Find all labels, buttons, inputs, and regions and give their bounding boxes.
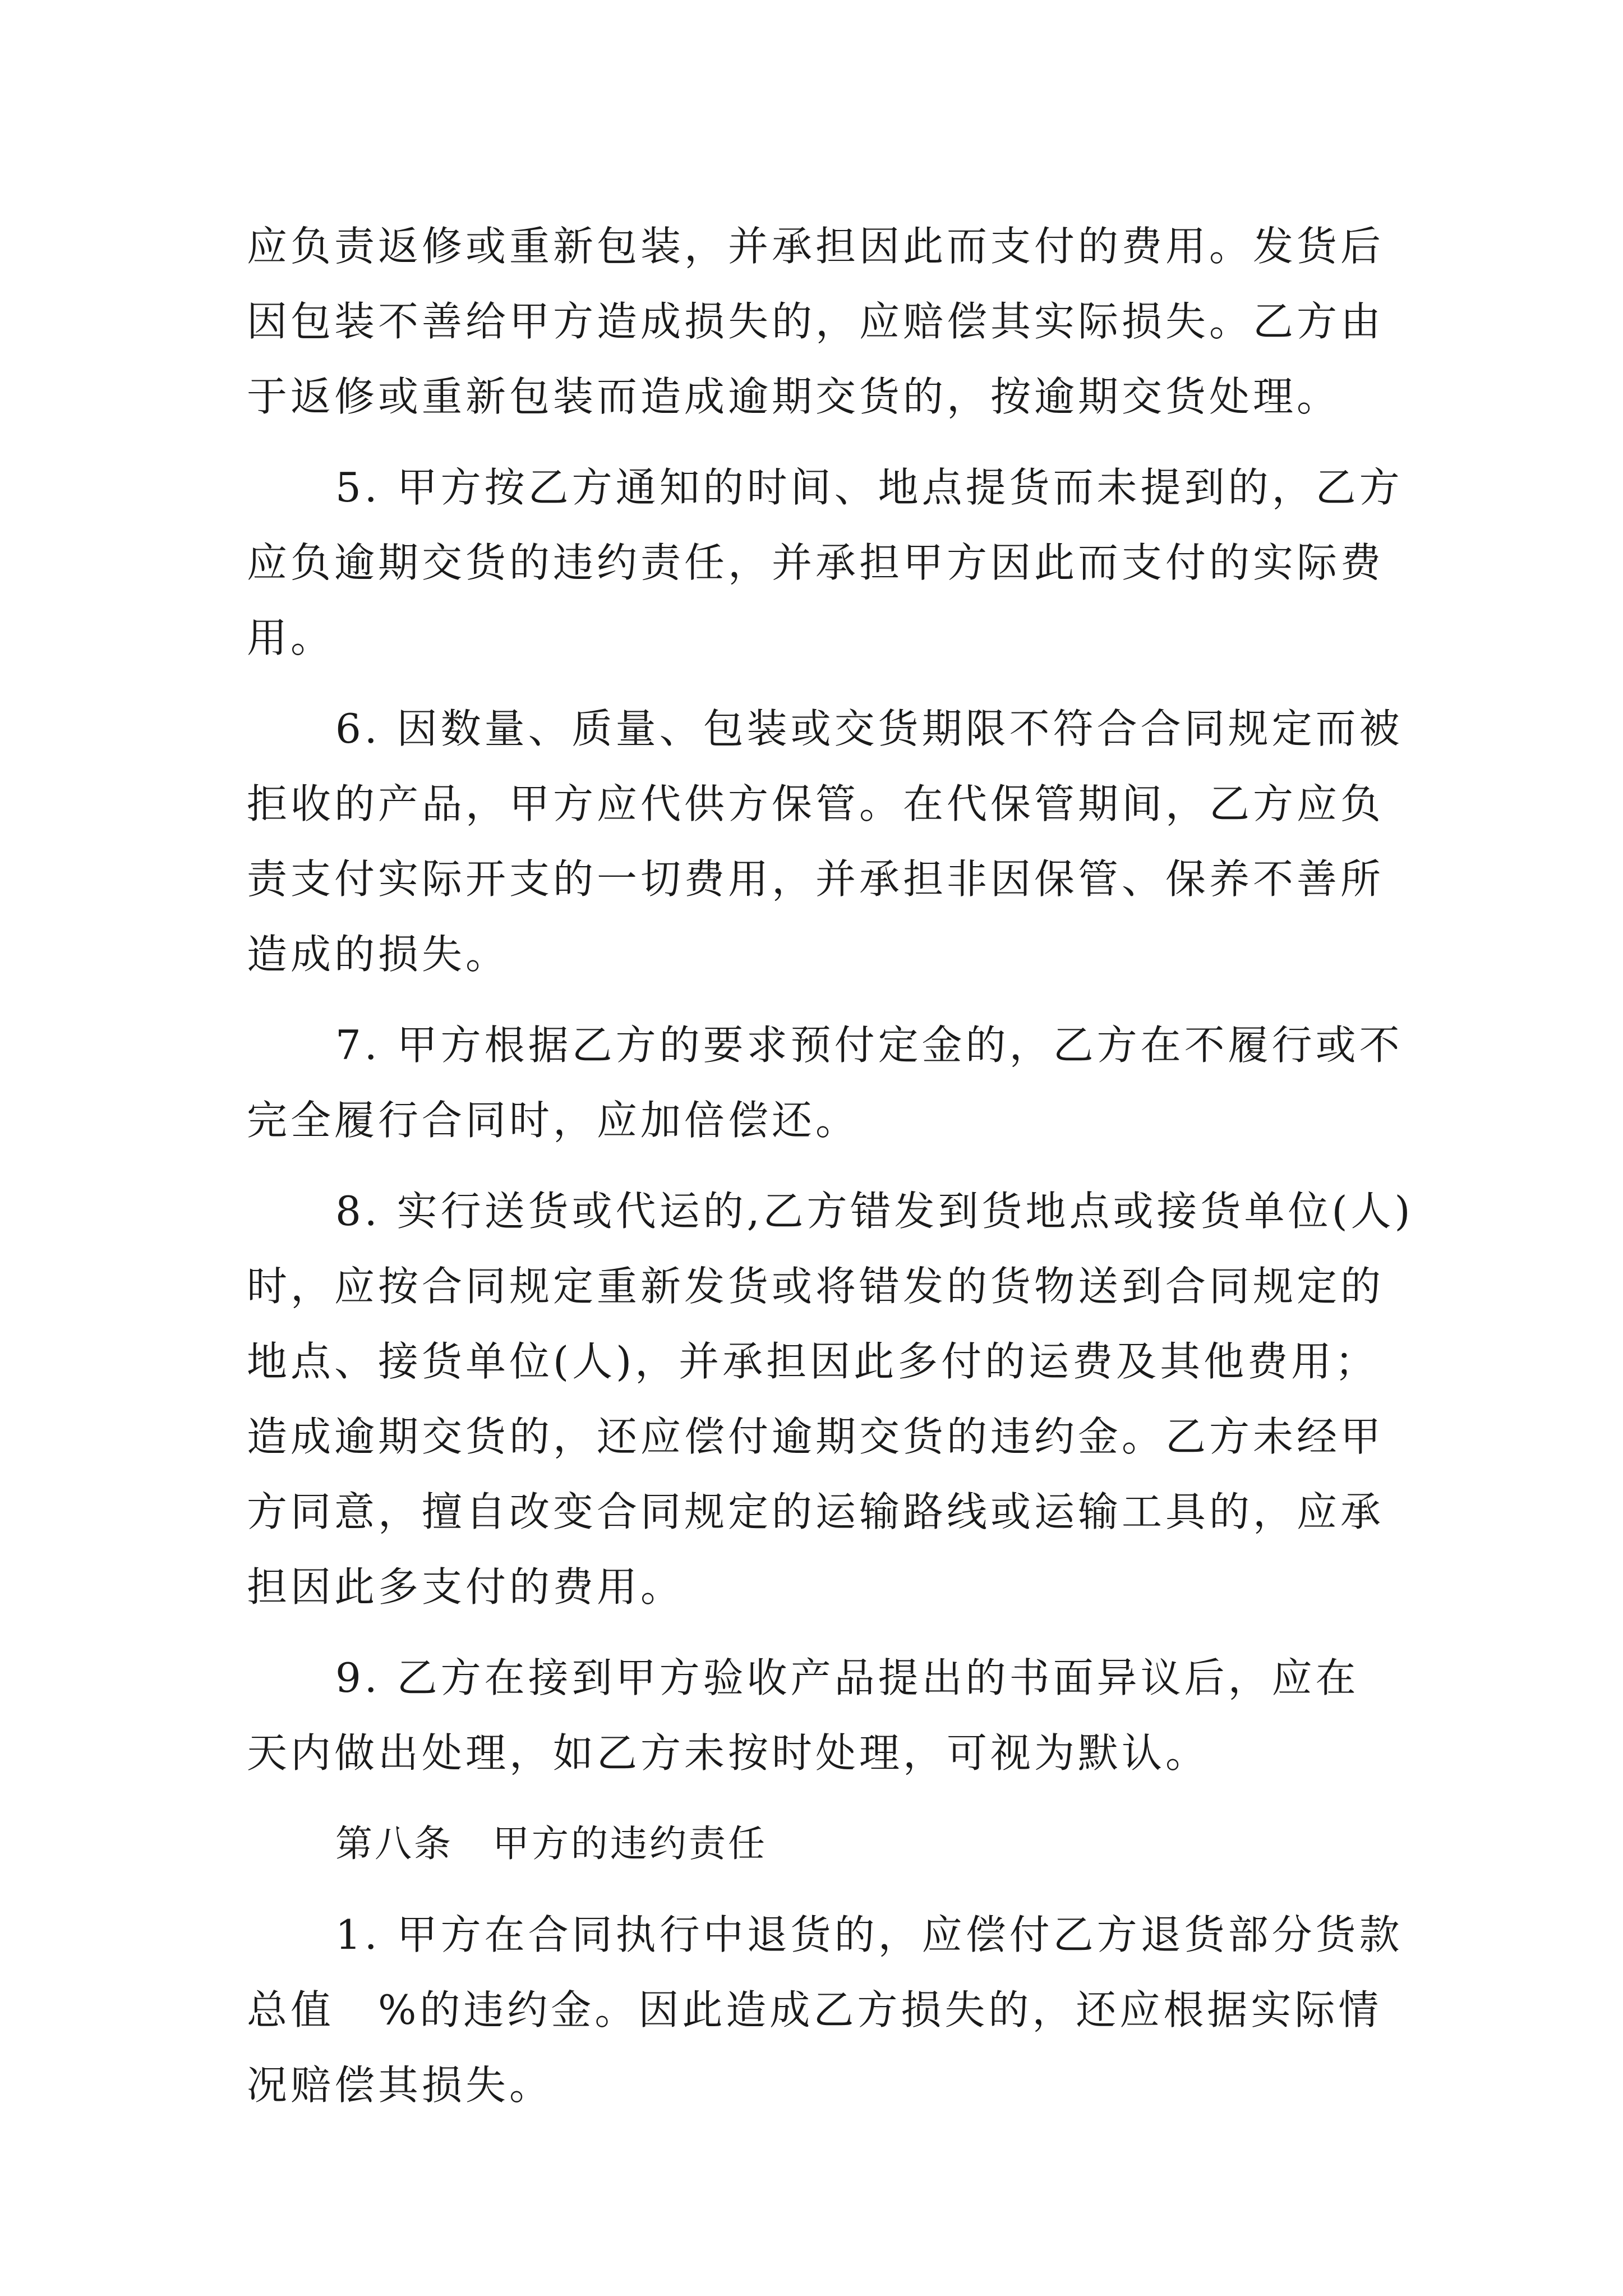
text-line: 1. 甲方在合同执行中退货的，应偿付乙方退货部分货款	[335, 1911, 1403, 1958]
paragraph-gap	[247, 1625, 1391, 1640]
paragraph	[247, 1897, 1403, 2123]
text-line: 时，应按合同规定重新发货或将错发的货物送到合同规定的	[247, 1263, 1385, 1310]
paragraph-gap	[247, 992, 1391, 1007]
text-line: 完全履行合同时，应加倍偿还。	[247, 1097, 860, 1144]
paragraph	[247, 1007, 1403, 1158]
document-body	[247, 209, 1414, 2123]
text-line: 应负责返修或重新包装，并承担因此而支付的费用。发货后	[247, 223, 1385, 270]
text-line: 拒收的产品，甲方应代供方保管。在代保管期间，乙方应负	[247, 780, 1385, 827]
paragraph	[247, 691, 1403, 992]
text-line: 8. 实行送货或代运的,乙方错发到货地点或接货单位(人)	[335, 1188, 1414, 1235]
heading-text: 第八条 甲方的违约责任	[335, 1822, 767, 1865]
text-line: 用。	[247, 614, 335, 661]
text-line: 地点、接货单位(人)，并承担因此多付的运费及其他费用；	[247, 1338, 1379, 1385]
text-line: 6. 因数量、质量、包装或交货期限不符合合同规定而被	[335, 705, 1403, 752]
article-heading	[247, 1806, 1391, 1881]
paragraph-gap	[247, 1158, 1391, 1174]
text-line: 7. 甲方根据乙方的要求预付定金的，乙方在不履行或不	[335, 1022, 1403, 1069]
text-line: 方同意，擅自改变合同规定的运输路线或运输工具的，应承	[247, 1488, 1385, 1535]
text-line: 造成的损失。	[247, 931, 510, 978]
paragraph	[247, 209, 1391, 434]
paragraph	[247, 1174, 1414, 1625]
paragraph-gap	[247, 434, 1391, 450]
paragraph-gap	[247, 675, 1391, 691]
paragraph	[247, 450, 1403, 675]
paragraph	[247, 1640, 1391, 1791]
paragraph-gap	[247, 1881, 1391, 1897]
text-line: 因包装不善给甲方造成损失的，应赔偿其实际损失。乙方由	[247, 298, 1385, 345]
text-line: 9. 乙方在接到甲方验收产品提出的书面异议后，应在	[335, 1654, 1359, 1701]
text-line: 造成逾期交货的，还应偿付逾期交货的违约金。乙方未经甲	[247, 1413, 1385, 1460]
text-line: 总值 %的违约金。因此造成乙方损失的，还应根据实际情	[247, 1986, 1382, 2033]
text-line: 5. 甲方按乙方通知的时间、地点提货而未提到的，乙方	[335, 464, 1403, 511]
text-line: 天内做出处理，如乙方未按时处理，可视为默认。	[247, 1729, 1210, 1777]
text-line: 担因此多支付的费用。	[247, 1563, 685, 1611]
text-line: 于返修或重新包装而造成逾期交货的，按逾期交货处理。	[247, 373, 1341, 420]
paragraph-gap	[247, 1791, 1391, 1806]
text-line: 责支付实际开支的一切费用，并承担非因保管、保养不善所	[247, 855, 1385, 903]
text-line: 况赔偿其损失。	[247, 2062, 554, 2109]
text-line: 应负逾期交货的违约责任，并承担甲方因此而支付的实际费	[247, 539, 1385, 586]
